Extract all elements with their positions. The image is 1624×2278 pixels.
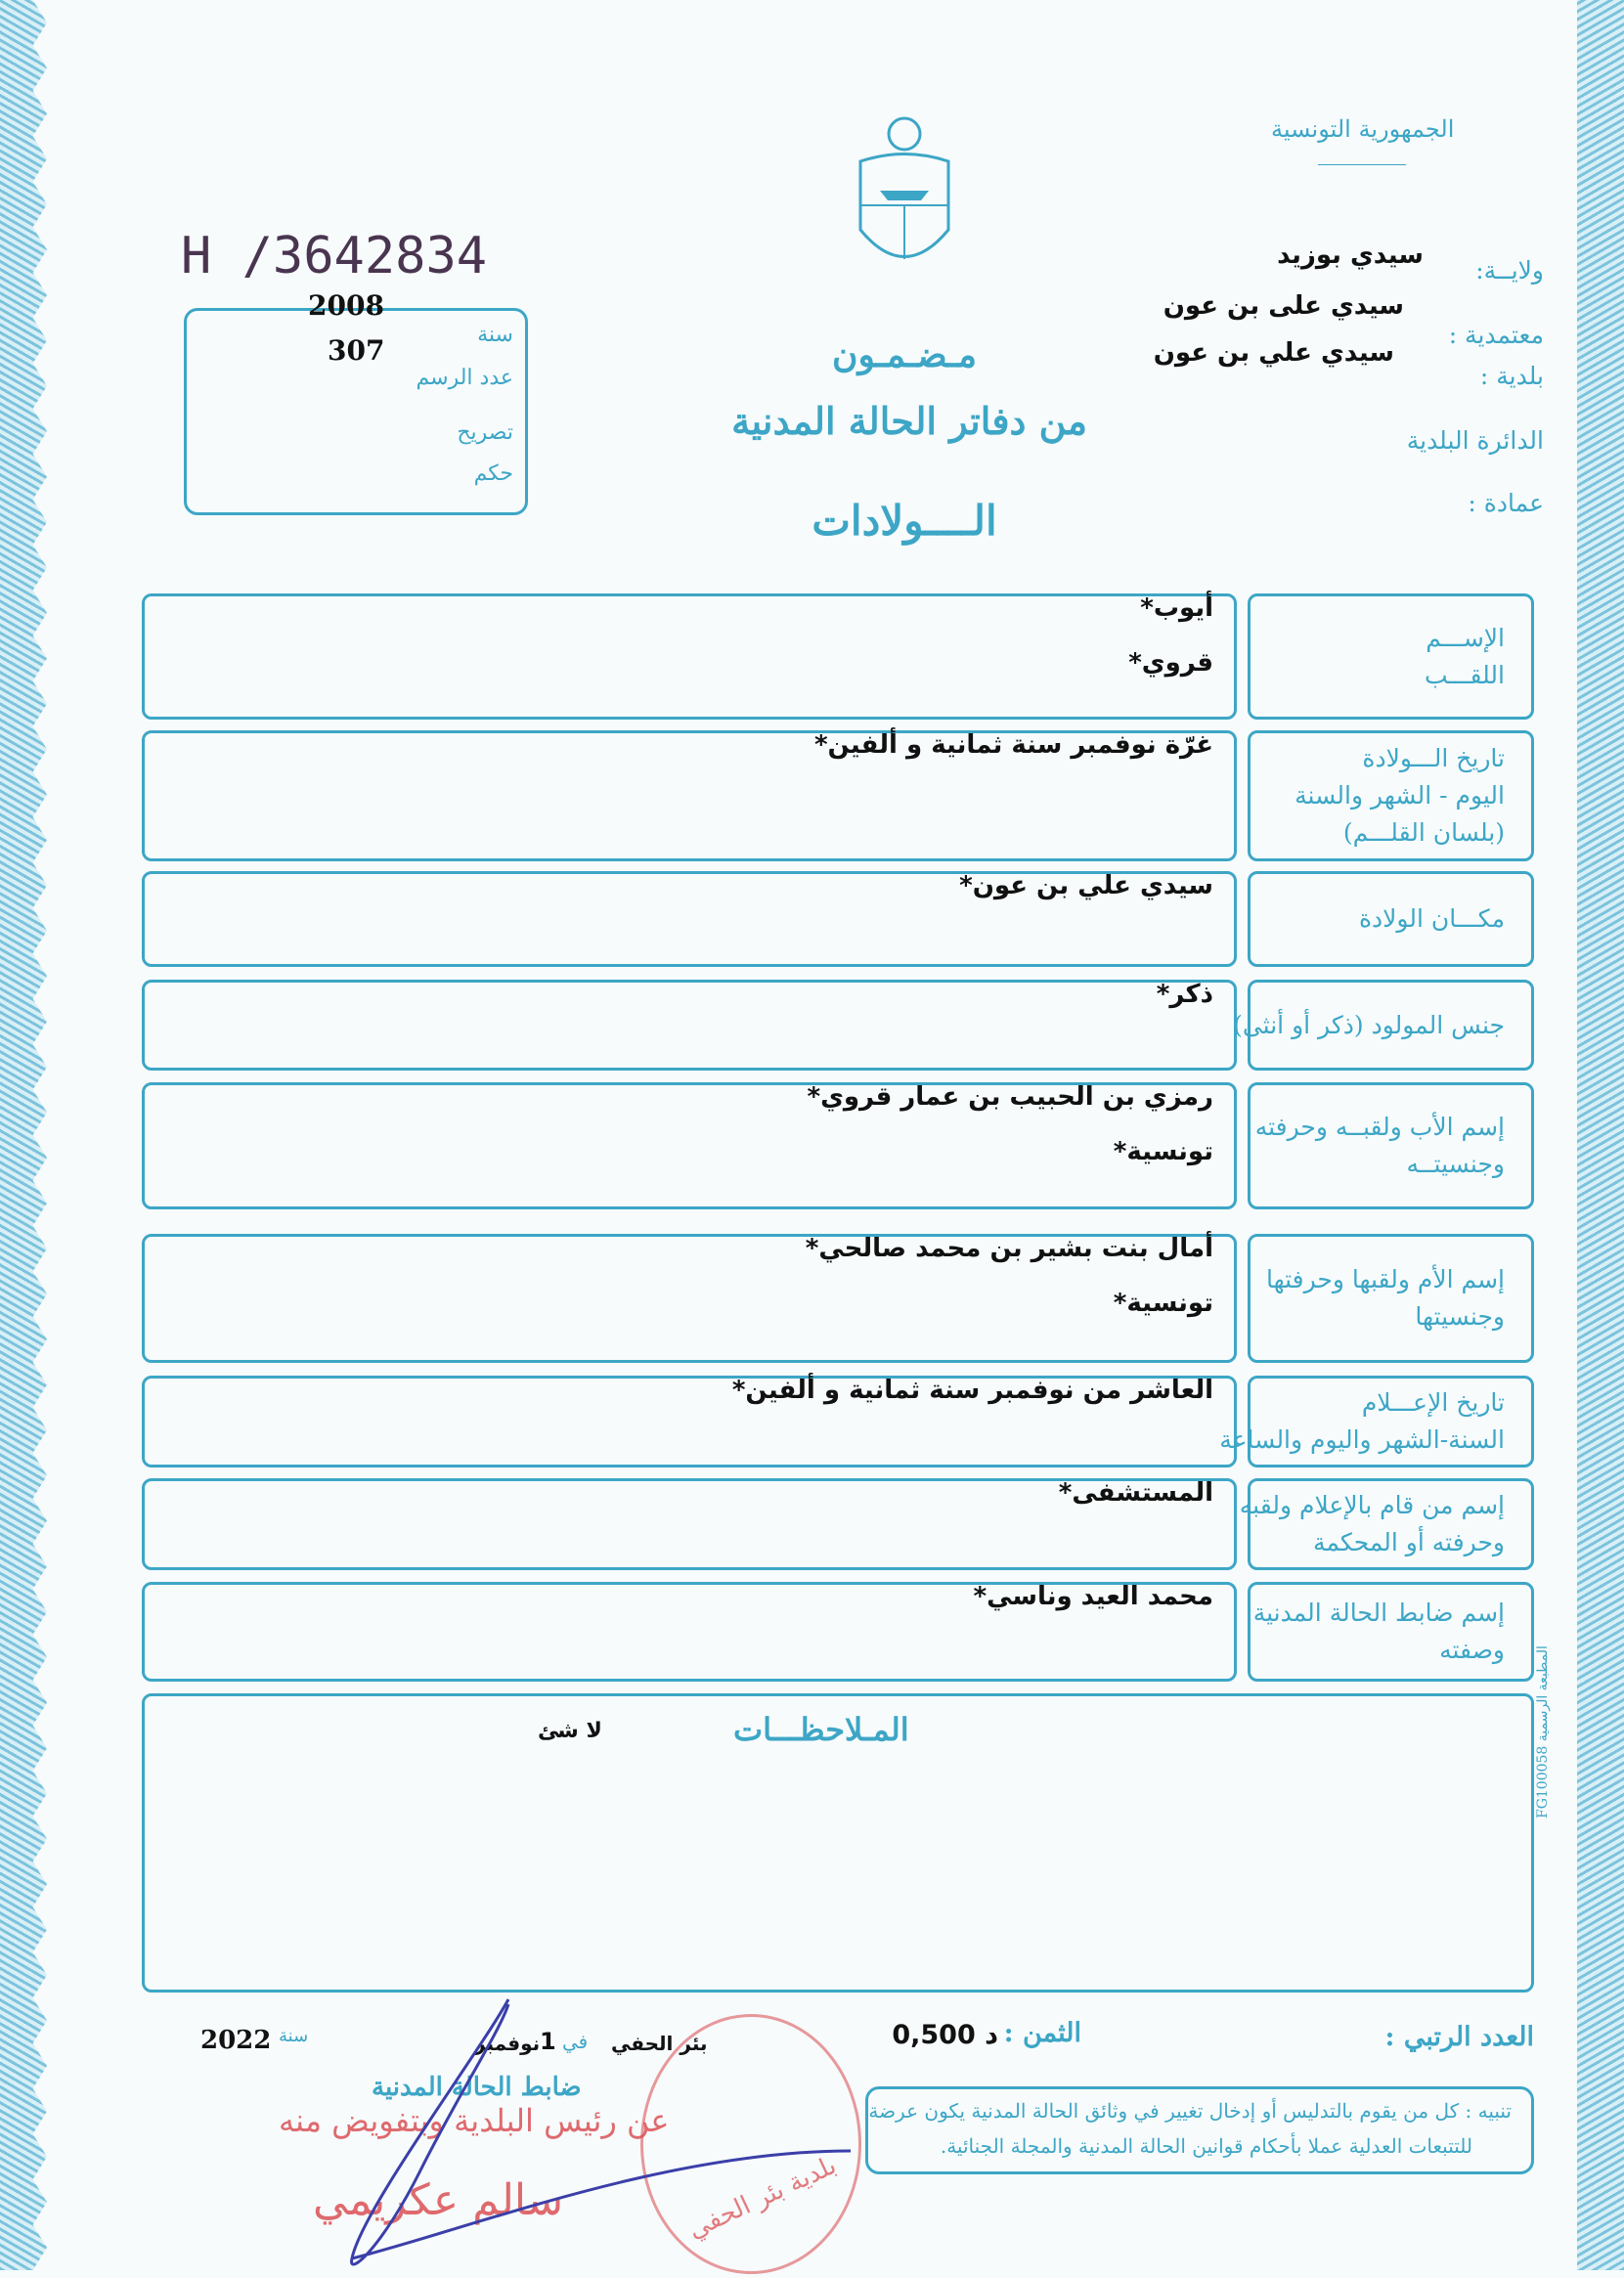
year-label: سنة — [279, 2026, 309, 2046]
governorate-value: سيدي بوزيد — [1277, 241, 1424, 270]
in-label: في — [562, 2030, 589, 2053]
field-value: رمزي بن الحبيب بن عمار قروي* — [807, 1082, 1213, 1112]
field-label: وجنسيتها — [1415, 1302, 1505, 1331]
field-label: تاريخ الإعـــلام — [1361, 1388, 1505, 1417]
field-label: اللقـــب — [1424, 660, 1505, 689]
municipality-value: سيدي علي بن عون — [1153, 338, 1394, 368]
left-guilloche-border — [0, 0, 47, 2270]
registry-number-label: عدد الرسم — [416, 366, 513, 390]
right-guilloche-border — [1577, 0, 1624, 2270]
judgment-label: حكم — [473, 461, 513, 486]
stamp-text: بلدية بئر الحفي — [683, 2150, 842, 2246]
field-value: ذكر* — [1156, 980, 1213, 1009]
field-label: اليوم - الشهر والسنة — [1295, 781, 1505, 810]
document-title: مـضـمـون — [832, 334, 977, 375]
field-value: أيوب* — [1140, 593, 1213, 623]
price-value: 0,500 د — [892, 2020, 998, 2050]
header-divider — [1318, 164, 1406, 165]
field-value: سيدي علي بن عون* — [959, 871, 1213, 900]
serial-number-label: العدد الرتبي : — [1384, 2022, 1534, 2052]
field-label: وصفته — [1439, 1636, 1505, 1664]
registry-number: 307 — [328, 334, 385, 367]
field-value: قروي* — [1128, 648, 1213, 678]
field-value: محمد العيد وناسي* — [973, 1582, 1213, 1611]
registry-year: 2008 — [308, 289, 384, 322]
officer-title: ضابط الحالة المدنية — [372, 2073, 582, 2102]
field-label: إسم من قام بالإعلام ولقبه — [1239, 1491, 1505, 1519]
field-label: السنة-الشهر واليوم والساعة — [1219, 1425, 1505, 1454]
field-label: جنس المولود (ذكر أو أنثى) — [1233, 1010, 1505, 1039]
field-value-box — [142, 593, 1237, 720]
field-label: وجنسيتــه — [1406, 1150, 1505, 1178]
field-label: إسم ضابط الحالة المدنية — [1252, 1599, 1505, 1627]
issue-month: نوفمبر — [474, 2032, 541, 2055]
field-value: غرّة نوفمبر سنة ثمانية و ألفين* — [813, 730, 1213, 760]
printer-mark: المطبعة الرسمية FG100058 — [1535, 1645, 1551, 1818]
field-value: أمال بنت بشير بن محمد صالحي* — [805, 1234, 1213, 1263]
delegation-value: سيدي على بن عون — [1163, 291, 1404, 321]
declaration-label: تصريح — [457, 420, 513, 445]
delegation-label: معتمدية : — [1448, 321, 1544, 349]
field-label: وحرفته أو المحكمة — [1313, 1528, 1505, 1556]
field-label: الإســـم — [1426, 623, 1505, 652]
price-label: الثمن : — [1003, 2018, 1081, 2048]
registry-year-label: سنة — [477, 323, 513, 347]
issue-day: 1 — [540, 2028, 556, 2055]
legal-notice-line-1: تنبيه : كل من يقوم بالتدليس أو إدخال تغيير في وثائق الحالة المدنية يكون عرضة — [868, 2099, 1512, 2123]
field-label: إسم الأم ولقبها وحرفتها — [1265, 1265, 1505, 1293]
remarks-value: لا شئ — [538, 1719, 602, 1743]
governorate-label: ولايــة: — [1475, 256, 1544, 285]
municipality-label: بلدية : — [1479, 362, 1544, 390]
republic-heading: الجمهورية التونسية — [1271, 115, 1455, 143]
field-label: تاريخ الـــولادة — [1362, 744, 1505, 772]
district-label: الدائرة البلدية — [1406, 426, 1544, 455]
field-value: تونسية* — [1113, 1137, 1213, 1166]
tunisia-coat-of-arms-icon — [851, 112, 958, 284]
issue-year: 2022 — [200, 2026, 272, 2055]
legal-notice-line-2: للتتبعات العدلية عملا بأحكام قوانين الحالة المدنية والمجلة الجنائية. — [940, 2134, 1472, 2158]
births-section-title: الــــولادات — [812, 497, 997, 545]
issue-place: بئر الحفي — [611, 2032, 708, 2055]
field-value: تونسية* — [1113, 1289, 1213, 1318]
field-value: العاشر من نوفمبر سنة ثمانية و ألفين* — [731, 1376, 1213, 1405]
remarks-label: المـلاحظـــات — [733, 1711, 909, 1748]
field-label: (بلسان القلـــم) — [1342, 818, 1505, 847]
field-label: مكـــان الولادة — [1358, 904, 1505, 933]
officer-name-stamp: سالم عكريمي — [313, 2175, 564, 2225]
field-label: إسم الأب ولقبــه وحرفته — [1254, 1113, 1505, 1141]
field-value-box — [142, 980, 1237, 1071]
legal-notice-box — [865, 2086, 1534, 2174]
signature-scribble — [323, 1994, 870, 2278]
document-subtitle: من دفاتر الحالة المدنية — [731, 399, 1087, 443]
omda-label: عمادة : — [1468, 489, 1544, 517]
delegation-stamp-text: عن رئيس البلدية وبتفويض منه — [279, 2102, 670, 2139]
serial-number: H /3642834 — [181, 227, 488, 285]
field-value: المستشفى* — [1058, 1478, 1213, 1508]
